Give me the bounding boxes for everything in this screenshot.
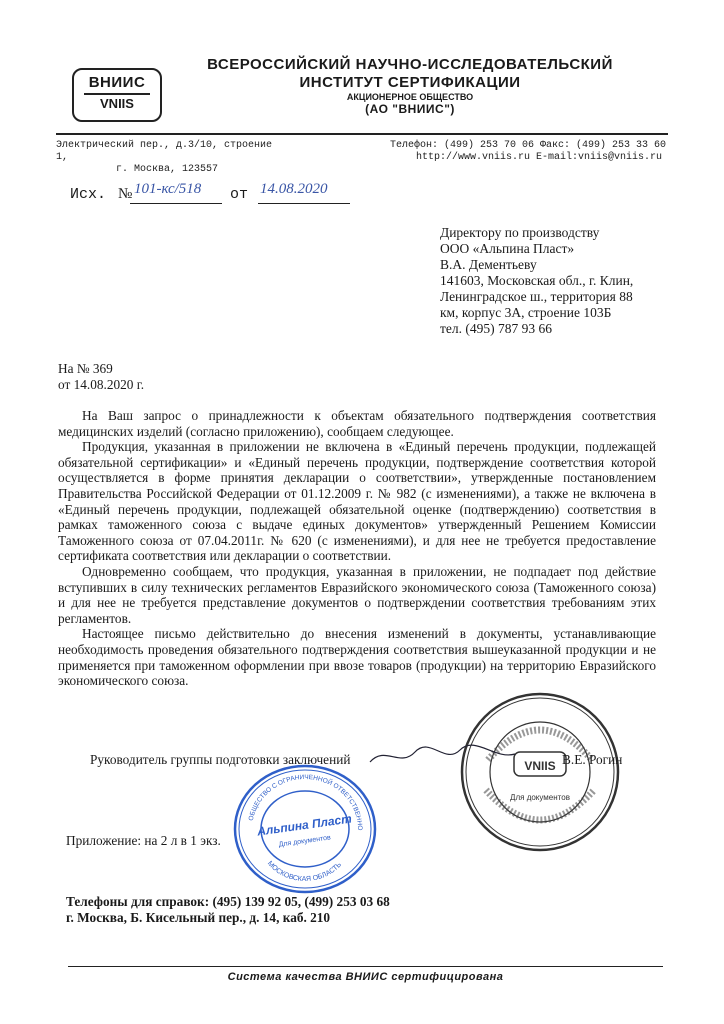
addressee-block [440,225,690,337]
org-line-2: ИНСТИТУТ СЕРТИФИКАЦИИ [299,74,521,91]
vniis-round-stamp [458,690,622,854]
outgoing-number [70,183,370,213]
alpina-plast-stamp [232,763,378,895]
org-line-3: АКЦИОНЕРНОЕ ОБЩЕСТВО [346,92,474,102]
vniis-stamp-sub: Для документов [510,793,570,802]
reference-phones-line-1: Телефоны для справок: (495) 139 92 05, (499) 253 03 68 [66,894,390,909]
number-sign: № [118,186,133,202]
vniis-logo [72,68,162,122]
org-line-4: (АО "ВНИИС") [365,102,455,116]
reference-phones [66,894,566,925]
addressee-line: ООО «Альпина Пласт» [440,241,575,256]
signature-graphic [365,740,565,770]
outgoing-label: Исх. [70,186,107,203]
body-paragraph-4: Настоящее письмо действительно до внесения изменений в документы, устанавливающие необходимость проведения обязательного подтверждения соответствия вышеуказанной продукции и не применяется при таможенном оформлении при ввозе товаров (продукции) на территорию Евразийского экономического союза. [58,626,656,689]
addressee-line: 141603, Московская обл., г. Клин, [440,273,634,288]
logo-divider [84,93,150,95]
alpina-stamp-center: Альпина Пласт [256,811,353,839]
footer-rule [68,966,663,967]
outgoing-number-value: 101-кс/518 [134,181,202,197]
from-label: от [230,186,249,203]
organization-header [200,56,620,116]
body-paragraph-1: На Ваш запрос о принадлежности к объектам обязательного подтверждения соответствия медицинских изделий (согласно приложению), сообщаем следующее. [58,408,656,439]
contacts-line-2: http://www.vniis.ru E-mail:vniis@vniis.ru [416,152,663,163]
addressee-line: Ленинградское ш., территория 88 [440,289,633,304]
org-line-1: ВСЕРОССИЙСКИЙ НАУЧНО-ИССЛЕДОВАТЕЛЬСКИЙ [207,56,613,73]
alpina-stamp-graphic [232,763,378,895]
attachment-note: Приложение: на 2 л в 1 экз. [66,833,221,848]
date-underline [258,203,350,204]
addressee-line: Директору по производству [440,225,600,240]
postal-address [56,140,286,176]
address-line-2: г. Москва, 123557 [116,164,219,175]
footer-quality-note: Система качества ВНИИС сертифицирована [227,971,504,983]
body-paragraph-3: Одновременно сообщаем, что продукция, указанная в приложении, не подпадает под действие вступивших в силу технических регламентов Евразийского экономического союза (Таможенного союза) и для нее не требуется представление документов о подтверждении соответствия требованиям этих регламентов. [58,563,656,626]
signature-position: Руководитель группы подготовки заключений [90,752,351,767]
handwritten-signature [365,740,565,770]
number-underline [130,203,222,204]
alpina-stamp-sub: Для документов [278,834,332,849]
addressee-line: тел. (495) 787 93 66 [440,321,552,336]
address-line-1: Электрический пер., д.3/10, строение 1, [56,140,273,163]
contacts [390,140,680,164]
alpina-stamp-ring-bottom: МОСКОВСКАЯ ОБЛАСТЬ [265,860,343,884]
outgoing-date-value: 14.08.2020 [260,181,328,197]
body-paragraph-2: Продукция, указанная в приложении не включена в «Единый перечень продукции, подлежащей обязательной сертификации» и «Единый перечень продукции, подтверждение соответствия которой осуществляется в форме принятия декларации о соответствии», утвержденные постановлением Правительства Российской Федерации от 01.12.2009 г. № 982 (с изменениями), а также не включена в «Единый перечень продукции, подлежащей обязательной оценке (подтверждению) соответствия в рамках таможенного союза с выдаче единых документов» утвержденный Решением Комиссии Таможенного союза от 07.04.2011г. № 620 (с изменениями), и для нее не требуется предоставление сертификата соответствия или декларации о соответствии. [58,439,656,564]
contacts-line-1: Телефон: (499) 253 70 06 Факс: (499) 253 33 60 [390,140,667,151]
reference-phones-line-2: г. Москва, Б. Кисельный пер., д. 14, каб. 210 [66,909,331,925]
reference-date: от 14.08.2020 г. [58,376,145,392]
signatory-name: В.Е. Рогин [562,752,623,767]
logo-bottom-text: VNIIS [100,96,134,111]
vniis-stamp-center: VNIIS [524,759,556,773]
header-rule [56,133,668,135]
letter-body [58,408,656,689]
reference-number: На № 369 [58,361,113,376]
vniis-stamp-graphic [458,690,622,854]
reference-block [58,361,258,392]
alpina-stamp-ring-top: ОБЩЕСТВО С ОГРАНИЧЕННОЙ ОТВЕТСТВЕННО [247,773,364,831]
addressee-line: В.А. Дементьеву [440,257,537,272]
logo-top-text: ВНИИС [88,74,146,91]
addressee-line: км, корпус 3А, строение 103Б [440,305,612,320]
